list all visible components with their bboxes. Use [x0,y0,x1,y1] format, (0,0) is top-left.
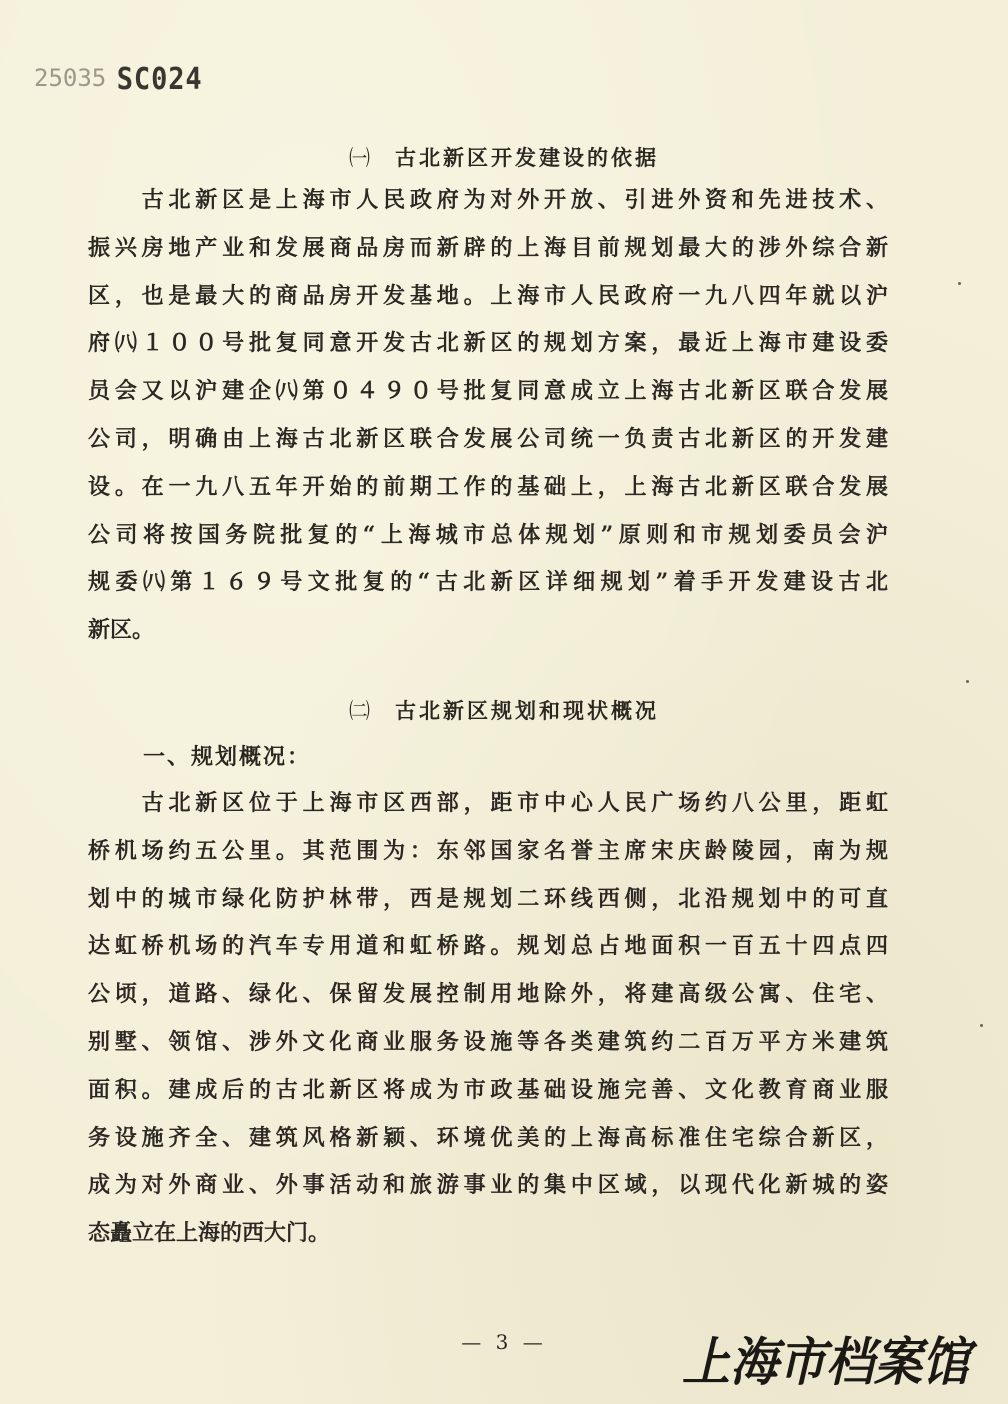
paragraph-line: 达虹桥机场的汽车专用道和虹桥路。规划总占地面积一百五十四点四 [88,933,888,960]
section-2-marker: ㈡ [349,699,373,723]
document-code-faded: 25035 [34,64,107,92]
paper-speck [958,282,961,285]
paragraph-line: 桥机场约五公里。其范围为：东邻国家名誉主席宋庆龄陵园，南为规 [88,837,888,864]
paper-speck [966,680,969,683]
paragraph-line: 新区。 [88,617,155,644]
section-1-paragraph [88,177,888,655]
paragraph-line: 区，也是最大的商品房开发基地。上海市人民政府一九八四年就以沪 [88,282,888,309]
section-2-subheading: 一、规划概况： [143,744,312,770]
section-2-paragraph [88,780,888,1258]
paper-speck [980,1024,983,1027]
paragraph-line: 公司，明确由上海古北新区联合发展公司统一负责古北新区的开发建 [88,425,888,452]
archive-stamp-lettering: 上海市档案馆 [682,1332,978,1393]
paragraph-line: 别墅、领馆、涉外文化商业服务设施等各类建筑约二百万平方米建筑 [88,1028,888,1055]
paragraph-line: 面积。建成后的古北新区将成为市政基础设施完善、文化教育商业服 [88,1076,888,1103]
page-number: — 3 — [461,1330,547,1354]
paragraph-line: 公司将按国务院批复的“上海城市总体规划”原则和市规划委员会沪 [88,521,888,548]
paragraph-line: 务设施齐全、建筑风格新颖、环境优美的上海高标准住宅综合新区， [88,1124,888,1151]
paragraph-line: 府㈧１００号批复同意开发古北新区的规划方案，最近上海市建设委 [88,330,888,357]
paragraph-line: 古北新区位于上海市区西部，距市中心人民广场约八公里，距虹 [88,790,888,816]
section-1-marker: ㈠ [349,146,373,170]
paragraph-line: 态矗立在上海的西大门。 [88,1220,331,1247]
paragraph-line: 规委㈧第１６９号文批复的“古北新区详细规划”着手开发建设古北 [88,569,888,596]
paragraph-line: 设。在一九八五年开始的前期工作的基础上，上海古北新区联合发展 [88,473,888,500]
document-code-main: SC024 [117,62,203,97]
paragraph-line: 员会又以沪建企㈧第０４９０号批复同意成立上海古北新区联合发展 [88,378,888,405]
paragraph-line: 成为对外商业、外事活动和旅游事业的集中区域，以现代化新城的姿 [88,1172,888,1199]
paragraph-line: 公顷，道路、绿化、保留发展控制用地除外，将建高级公寓、住宅、 [88,981,888,1008]
section-1-title: 古北新区开发建设的依据 [395,145,659,170]
section-1-heading [0,142,1008,172]
paragraph-line: 古北新区是上海市人民政府为对外开放、引进外资和先进技术、 [88,187,888,213]
document-code [34,62,208,97]
paragraph-line: 振兴房地产业和发展商品房而新辟的上海目前规划最大的涉外综合新 [88,234,888,261]
section-2-heading [0,695,1008,725]
section-2-title: 古北新区规划和现状概况 [395,698,659,723]
paragraph-line: 划中的城市绿化防护林带，西是规划二环线西侧，北沿规划中的可直 [88,885,888,912]
archive-stamp [678,1318,978,1398]
archive-stamp-graphic [678,1318,978,1398]
